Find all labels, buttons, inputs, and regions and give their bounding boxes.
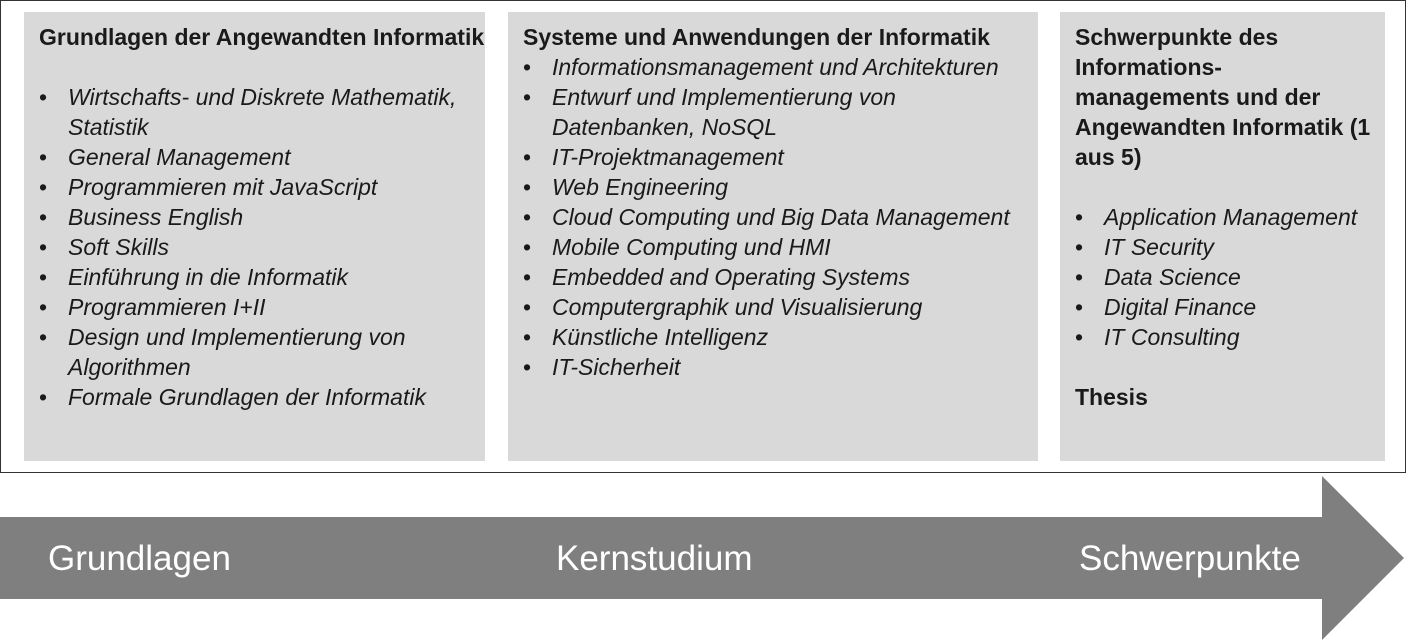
list-item: • Digital Finance — [1075, 294, 1257, 320]
list-item: • Computergraphik und Visualisierung — [523, 294, 923, 320]
module-list — [523, 52, 1038, 382]
bullet-icon: • — [523, 324, 532, 350]
bullet-icon: • — [523, 234, 532, 260]
bullet-icon: • — [523, 174, 532, 200]
bullet-icon: • — [523, 204, 532, 230]
stage-kernstudium: Kernstudium — [556, 539, 753, 578]
list-item: • Soft Skills — [39, 234, 169, 260]
bullet-icon: • — [523, 354, 532, 380]
bullet-icon: • — [39, 264, 48, 290]
list-item: • Einführung in die Informatik — [39, 264, 348, 290]
bullet-icon: • — [39, 174, 48, 200]
list-item: • Künstliche Intelligenz — [523, 324, 769, 350]
bullet-icon: • — [523, 54, 532, 80]
panel-title: Schwerpunkte des Informations-managements und der Angewandten Informatik (1 aus 5) — [1075, 24, 1371, 170]
bullet-icon: • — [39, 384, 48, 410]
list-item: • IT Security — [1075, 234, 1214, 260]
list-item: • Programmieren mit JavaScript — [39, 174, 378, 200]
list-item: • Embedded and Operating Systems — [523, 264, 910, 290]
bullet-icon: • — [39, 324, 48, 350]
list-item: • Cloud Computing und Big Data Management — [523, 204, 1010, 230]
bullet-icon: • — [523, 84, 532, 110]
panel-schwerpunkte — [1060, 12, 1385, 461]
panel-title: Systeme und Anwendungen der Informatik — [523, 24, 990, 50]
bullet-icon: • — [39, 204, 48, 230]
module-list — [1075, 202, 1385, 352]
panel-title: Grundlagen der Angewandten Informatik — [39, 24, 485, 50]
panel-kernstudium — [508, 12, 1038, 461]
bullet-icon: • — [523, 144, 532, 170]
bullet-icon: • — [39, 84, 48, 110]
bullet-icon: • — [1075, 234, 1084, 260]
list-item: • Application Management — [1075, 204, 1358, 230]
stage-schwerpunkte: Schwerpunkte — [1079, 539, 1301, 578]
bullet-icon: • — [523, 294, 532, 320]
bullet-icon: • — [39, 234, 48, 260]
list-item: • IT Consulting — [1075, 324, 1240, 350]
list-item: • Data Science — [1075, 264, 1241, 290]
list-item: • Formale Grundlagen der Informatik — [39, 384, 426, 410]
bullet-icon: • — [1075, 264, 1084, 290]
module-list — [39, 82, 485, 412]
list-item: • Business English — [39, 204, 244, 230]
list-item: • Informationsmanagement und Architekturen — [523, 54, 999, 80]
progress-arrow — [0, 476, 1406, 641]
panel-grundlagen — [24, 12, 485, 461]
list-item: • Mobile Computing und HMI — [523, 234, 831, 260]
bullet-icon: • — [1075, 324, 1084, 350]
list-item: • Design und Implementierung von Algorithmen — [39, 324, 406, 380]
bullet-icon: • — [1075, 294, 1084, 320]
thesis-label: Thesis — [1075, 384, 1148, 410]
list-item: • IT-Projektmanagement — [523, 144, 784, 170]
bullet-icon: • — [39, 294, 48, 320]
list-item: • IT-Sicherheit — [523, 354, 681, 380]
list-item: • Entwurf und Implementierung von Datenbanken, NoSQL — [523, 84, 896, 140]
list-item: • Web Engineering — [523, 174, 729, 200]
stage-grundlagen: Grundlagen — [48, 539, 231, 578]
list-item: • General Management — [39, 144, 291, 170]
bullet-icon: • — [39, 144, 48, 170]
list-item: • Wirtschafts- und Diskrete Mathematik, Statistik — [39, 84, 457, 140]
list-item: • Programmieren I+II — [39, 294, 266, 320]
bullet-icon: • — [523, 264, 532, 290]
bullet-icon: • — [1075, 204, 1084, 230]
